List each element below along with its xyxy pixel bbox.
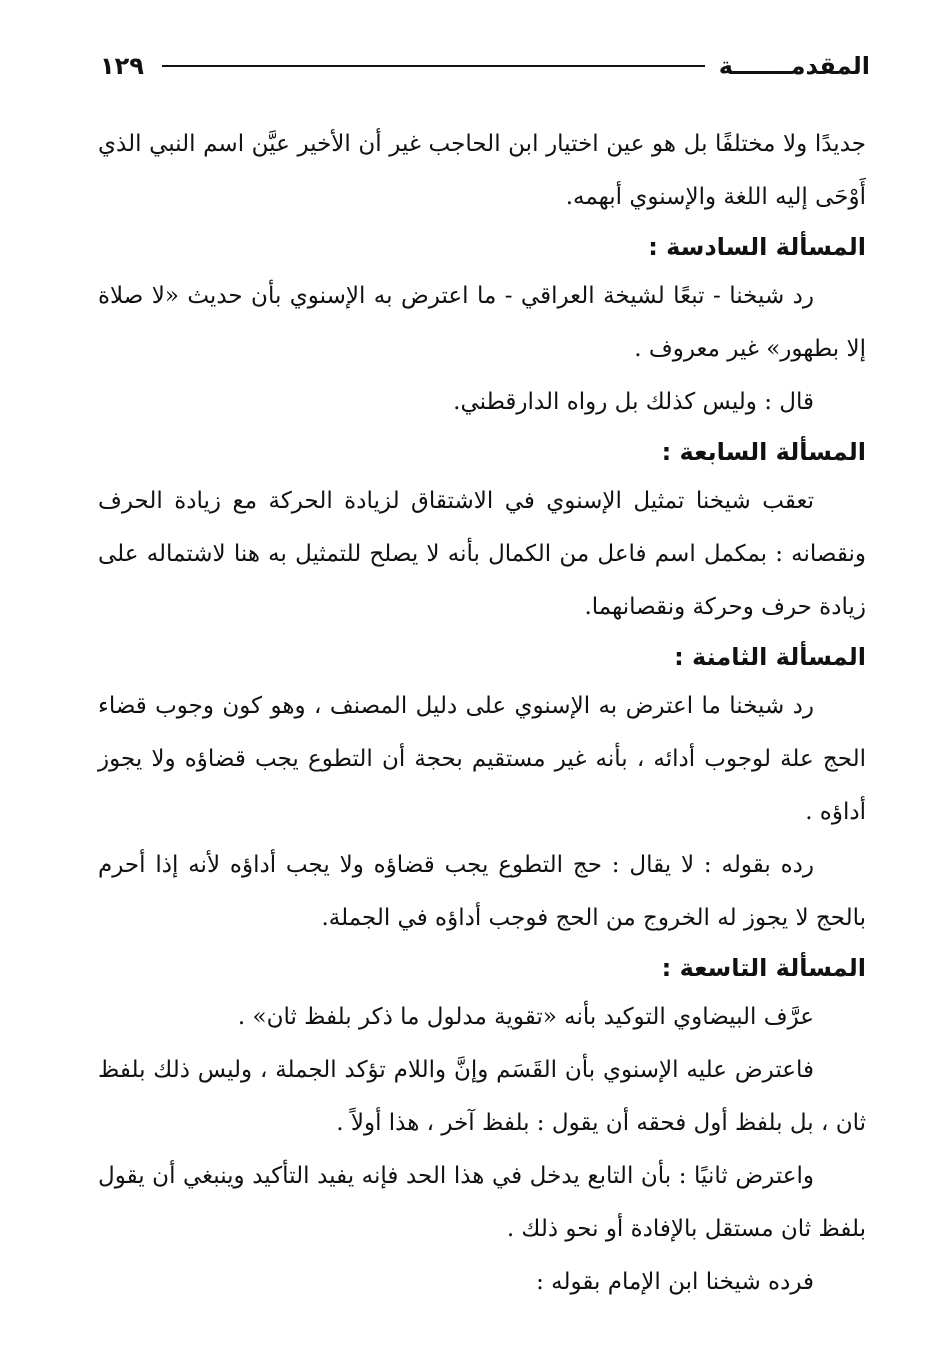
paragraph-8: فاعترض عليه الإسنوي بأن القَسَم وإنَّ واللام تؤكد الجملة ، وليس ذلك بلفظ ثان ، بل بلفظ أول فحقه أن يقول : بلفظ آخر ، هذا أولاً . <box>98 1057 866 1136</box>
paragraph-9: واعترض ثانيًا : بأن التابع يدخل في هذا الحد فإنه يفيد التأكيد وينبغي أن يقول بلفظ ثان مستقل بالإفادة أو نحو ذلك . <box>98 1163 866 1242</box>
paragraph-10: فرده شيخنا ابن الإمام بقوله : <box>536 1269 814 1295</box>
paragraph-4: تعقب شيخنا تمثيل الإسنوي في الاشتقاق لزيادة الحركة مع زيادة الحرف ونقصانه : بمكمل اسم فاعل من الكمال بأنه لا يصلح للتمثيل به هنا لاشتماله على زيادة حرف وحركة ونقصانهما. <box>98 488 866 620</box>
running-header <box>100 46 870 86</box>
paragraph-1: جديدًا ولا مختلفًا بل هو عين اختيار ابن الحاجب غير أن الأخير عيَّن اسم النبي الذي أَوْحَى إليه اللغة والإسنوي أبهمه. <box>98 131 866 210</box>
body-text <box>98 118 866 1309</box>
heading-ninth-issue: المسألة التاسعة : <box>661 954 866 982</box>
header-title: المقدمـــــــة <box>718 52 870 80</box>
heading-eighth-issue: المسألة الثامنة : <box>674 643 866 671</box>
page-number: ١٢٩ <box>100 52 144 80</box>
paragraph-3: قال : وليس كذلك بل رواه الدارقطني. <box>453 389 814 415</box>
paragraph-2: رد شيخنا - تبعًا لشيخة العراقي - ما اعترض به الإسنوي بأن حديث «لا صلاة إلا بطهور» غير معروف . <box>98 283 866 362</box>
paragraph-5: رد شيخنا ما اعترض به الإسنوي على دليل المصنف ، وهو كون وجوب قضاء الحج علة لوجوب أدائه ، بأنه غير مستقيم بحجة أن التطوع يجب قضاؤه ولا يجوز أداؤه . <box>98 693 866 825</box>
header-rule <box>162 65 705 67</box>
heading-seventh-issue: المسألة السابعة : <box>661 438 866 466</box>
heading-sixth-issue: المسألة السادسة : <box>648 233 866 261</box>
paragraph-6: رده بقوله : لا يقال : حج التطوع يجب قضاؤه ولا يجب أداؤه لأنه إذا أحرم بالحج لا يجوز له الخروج من الحج فوجب أداؤه في الجملة. <box>98 852 866 931</box>
paragraph-7: عرَّف البيضاوي التوكيد بأنه «تقوية مدلول ما ذكر بلفظ ثان» . <box>237 1004 814 1030</box>
